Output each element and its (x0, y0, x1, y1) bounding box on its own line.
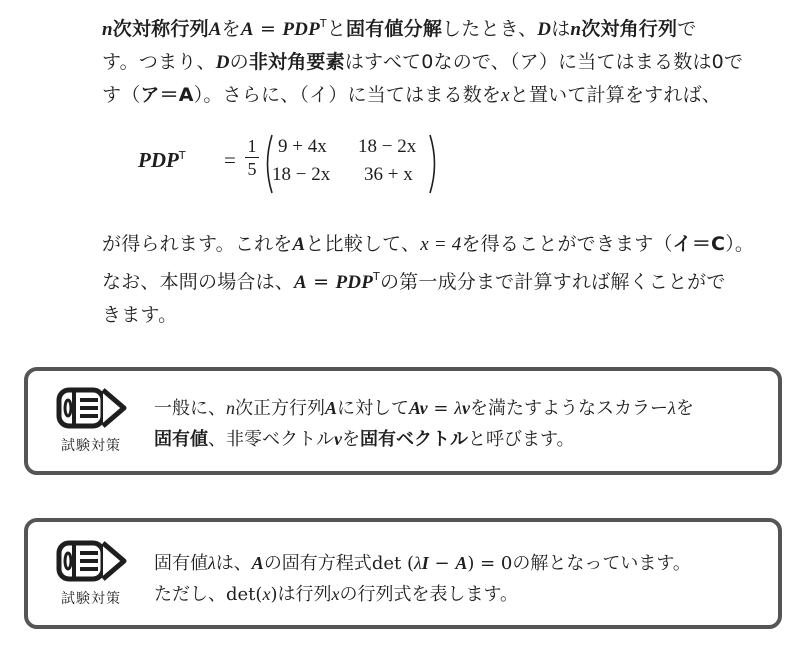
math-det: det ( (371, 553, 414, 574)
math-PDP: PDP (282, 19, 320, 40)
term-symmetric-matrix: 次対称行列 (112, 18, 209, 40)
text: を (221, 18, 241, 40)
text: を得ることができます（ (461, 233, 673, 255)
term-eigenvalue: 固有値 (154, 429, 208, 450)
math-A: A (240, 19, 254, 40)
text: きます。 (102, 304, 178, 326)
math-PDP: PDP (335, 272, 374, 293)
text: したとき、 (442, 18, 538, 40)
math-transpose: T (319, 17, 327, 30)
pencil-icon (56, 387, 128, 429)
matrix-cell-11: 9 + 4x (278, 136, 327, 157)
text: ）。さらに、（イ）に当てはまる数を (193, 84, 502, 106)
math-equals: = (306, 271, 336, 293)
math-D: D (215, 52, 230, 73)
math-n: n (102, 19, 113, 40)
para1-line2 (102, 46, 792, 79)
exam-tip-label: 試験対策 (61, 591, 121, 607)
math-A: A (455, 553, 468, 573)
math-lambda: λ (413, 553, 422, 573)
fraction-one-fifth: 1 5 (245, 136, 259, 179)
text: はすべて0なので、（ア）に当てはまる数は0で (344, 51, 744, 73)
exam-tip-text: 一般に、n次正方行列Aに対してAv = λvを満たすようなスカラーλを 固有値、非零ベクトルvを固有ベクトルと呼びます。 (154, 398, 694, 450)
math-n: n (570, 19, 582, 40)
text: と比較して、 (305, 233, 421, 255)
text: なお、本問の場合は、 (102, 271, 295, 293)
math-n: n (226, 398, 235, 418)
matrix-cell-22: 36 + x (364, 164, 413, 185)
math-lambda: λ (668, 398, 676, 418)
answer-a: ア＝A (140, 84, 194, 106)
math-lambda: λ (454, 398, 463, 418)
para2-line1 (102, 228, 792, 261)
math-I: I (421, 553, 429, 573)
exam-tip-label: 試験対策 (61, 438, 121, 454)
para2-line2 (102, 261, 792, 299)
para1-line1 (102, 8, 792, 46)
math-A: A (208, 19, 222, 40)
math-det: det( (226, 584, 263, 605)
math-x-equals-4: x = 4 (420, 234, 462, 255)
math-Av: Av (409, 398, 428, 418)
term-eigenvector: 固有ベクトル (360, 429, 468, 450)
formula-equals: = (224, 148, 236, 172)
answer-i: イ＝C (672, 233, 726, 255)
math-x: x (501, 85, 510, 106)
term-off-diagonal: 非対角要素 (248, 51, 345, 73)
math-A: A (292, 234, 306, 255)
text: と (326, 18, 347, 40)
math-v: v (462, 398, 471, 418)
right-paren-icon (428, 134, 440, 194)
pencil-icon (56, 540, 128, 582)
math-A: A (325, 398, 338, 418)
matrix-cell-21: 18 − 2x (272, 164, 331, 185)
term-eigendecomposition: 固有値分解 (346, 18, 443, 40)
math-equals: = (253, 18, 283, 40)
text: は (551, 18, 571, 40)
math-A: A (294, 272, 307, 293)
para2-line3 (102, 299, 792, 331)
text: す（ (102, 84, 141, 106)
text: が得られます。これを (102, 233, 293, 255)
text: で (677, 18, 697, 40)
math-A: A (251, 553, 264, 573)
text: す。つまり、 (102, 51, 216, 73)
text: の第一成分まで計算すれば解くことがで (379, 271, 726, 293)
exam-tip-box-1 (24, 367, 782, 475)
math-lambda: λ (208, 553, 216, 573)
para1-line3 (102, 79, 792, 112)
exam-tip-badge (44, 387, 138, 467)
text: と置いて計算をすれば、 (509, 84, 721, 106)
math-x: x (262, 584, 271, 604)
text: の (229, 51, 249, 73)
math-D: D (537, 19, 552, 40)
text: ）。 (725, 233, 755, 255)
term-diagonal-matrix: 次対角行列 (581, 18, 678, 40)
exam-tip-box-2 (24, 518, 782, 629)
exam-tip-text: 固有値λは、Aの固有方程式det (λI − A) = 0の解となっています。 ただし、det(x)は行列xの行列式を表します。 (154, 553, 691, 605)
math-v: v (334, 429, 342, 449)
explanation-paragraph-2 (102, 228, 792, 331)
explanation-paragraph-1 (102, 8, 792, 112)
formula-lhs: $PDP^T$ (138, 148, 186, 172)
matrix-cell-12: 18 − 2x (358, 136, 417, 157)
math-x: x (331, 584, 340, 604)
exam-tip-badge (44, 540, 138, 620)
math-transpose: T (373, 270, 380, 283)
